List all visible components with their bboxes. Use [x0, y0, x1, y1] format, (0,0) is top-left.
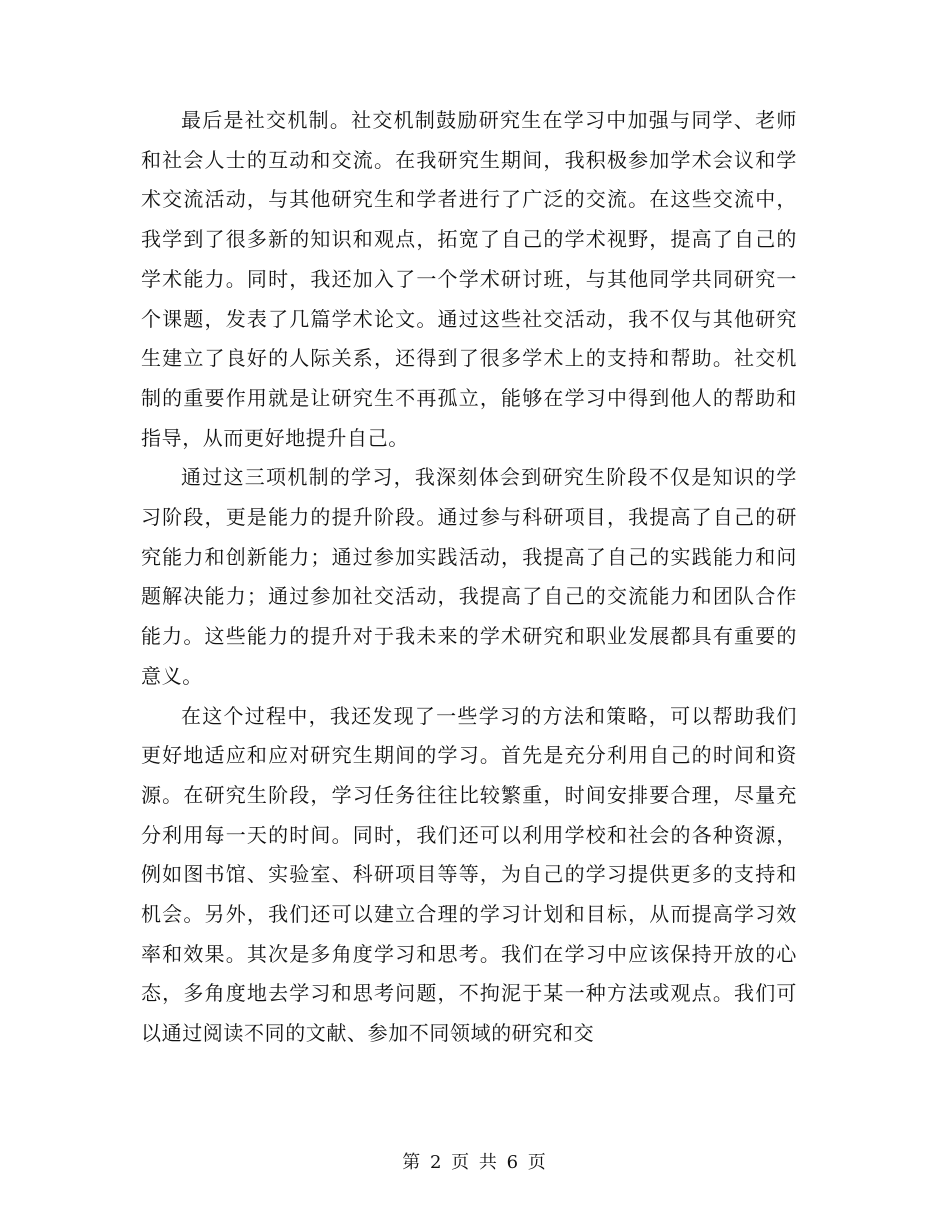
paragraph-learning-methods: 在这个过程中，我还发现了一些学习的方法和策略，可以帮助我们更好地适应和应对研究生期间的学习。首先是充分利用自己的时间和资源。在研究生阶段，学习任务往往比较繁重，时间安排要合理，尽量充分利用每一天的时间。同时，我们还可以利用学校和社会的各种资源，例如图书馆、实验室、科研项目等等，为自己的学习提供更多的支持和机会。另外，我们还可以建立合理的学习计划和目标，从而提高学习效率和效果。其次是多角度学习和思考。我们在学习中应该保持开放的心态，多角度地去学习和思考问题，不拘泥于某一种方法或观点。我们可以通过阅读不同的文献、参加不同领域的研究和交: [141, 703, 797, 1046]
page-number-footer: 第 2 页 共 6 页: [402, 1152, 548, 1173]
paragraph-three-mechanisms: 通过这三项机制的学习，我深刻体会到研究生阶段不仅是知识的学习阶段，更是能力的提升阶段。通过参与科研项目，我提高了自己的研究能力和创新能力；通过参加实践活动，我提高了自己的实践能力和问题解决能力；通过参加社交活动，我提高了自己的交流能力和团队合作能力。这些能力的提升对于我未来的学术研究和职业发展都具有重要的意义。: [141, 465, 797, 688]
paragraph-social-mechanism: 最后是社交机制。社交机制鼓励研究生在学习中加强与同学、老师和社会人士的互动和交流。在我研究生期间，我积极参加学术会议和学术交流活动，与其他研究生和学者进行了广泛的交流。在这些交流中，我学到了很多新的知识和观点，拓宽了自己的学术视野，提高了自己的学术能力。同时，我还加入了一个学术研讨班，与其他同学共同研究一个课题，发表了几篇学术论文。通过这些社交活动，我不仅与其他研究生建立了良好的人际关系，还得到了很多学术上的支持和帮助。社交机制的重要作用就是让研究生不再孤立，能够在学习中得到他人的帮助和指导，从而更好地提升自己。: [141, 108, 797, 450]
document-body: [141, 101, 797, 1054]
